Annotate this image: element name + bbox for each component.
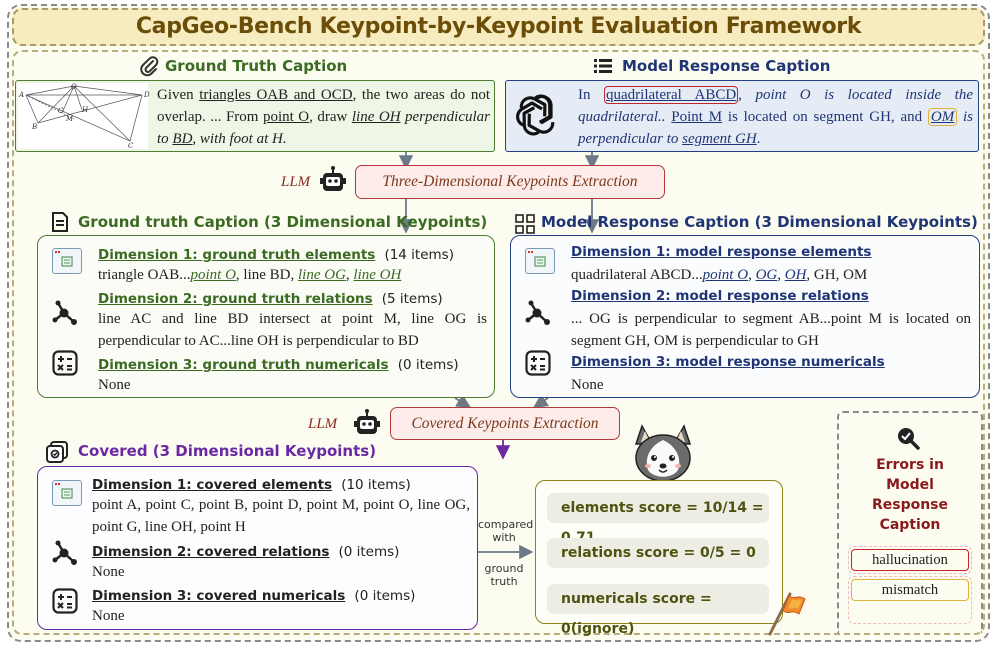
gt-caption-keypoint: line OH xyxy=(351,109,401,125)
point-label-o: O xyxy=(71,83,77,91)
flag-icon xyxy=(762,590,806,636)
elements-score: elements score = 10/14 = xyxy=(547,493,769,523)
gt-dim1-row xyxy=(98,244,454,263)
errors-title: Errors in Model Response Caption xyxy=(871,457,949,533)
relations-score: relations score = 0/5 = 0 xyxy=(547,538,769,568)
covered-dim1-row xyxy=(92,474,411,493)
gt-dim1-keypoint: line OH xyxy=(353,267,402,283)
point-label-g: G xyxy=(58,107,64,115)
husky-mascot-icon xyxy=(630,422,696,484)
point-label-c: C xyxy=(128,142,134,150)
robot-icon xyxy=(318,165,348,195)
gt-caption-keypoint: point O xyxy=(262,109,310,125)
model-response-caption-header: Model Response Caption xyxy=(622,57,831,75)
llm-label-1: LLM xyxy=(281,174,311,190)
gt-dim1-keypoint: line OG xyxy=(298,267,346,283)
covered-dim3-title: Dimension 3: covered numericals xyxy=(92,588,346,604)
mr-dim1-part: quadrilateral ABCD... xyxy=(571,267,703,283)
gt-dim3-count: (0 items) xyxy=(397,357,459,373)
network-icon xyxy=(52,540,78,566)
covered-dim1-text: point A, point C, point B, point D, point M, point O, line OG, point G, line OH, point H xyxy=(92,497,470,535)
mr-caption-part: . xyxy=(756,131,761,147)
arrow-mr-to-step2 xyxy=(536,398,548,406)
mr-caption-keypoint: Point M xyxy=(671,109,723,125)
gt-dim2-title: Dimension 2: ground truth relations xyxy=(98,291,373,307)
compared-with-label: compared with xyxy=(478,518,534,544)
mismatch-legend: mismatch xyxy=(851,579,969,601)
arrow-gt-to-step2 xyxy=(455,398,468,406)
gt-dim3-text: None xyxy=(98,377,131,393)
page-title: CapGeo-Bench Keypoint-by-Keypoint Evaluation Framework xyxy=(135,14,862,39)
gt-dim2-text: line AC and line BD intersect at point M, line OG is perpendicular to AC...line OH is perpendicular to BD xyxy=(98,311,487,349)
covered-dim3-text: None xyxy=(92,608,125,624)
mr-dim3-text: None xyxy=(571,377,604,393)
point-label-b: B xyxy=(32,123,38,131)
window-icon xyxy=(525,248,555,274)
gt-dim1-count: (14 items) xyxy=(384,247,454,263)
covered-header: Covered (3 Dimensional Keypoints) xyxy=(78,442,377,460)
mr-caption-part: , point O is located inside the quadrilateral.. xyxy=(578,87,973,125)
gt-dim2-row xyxy=(98,288,443,307)
gt-keypoints-header: Ground truth Caption (3 Dimensional Keypoints) xyxy=(78,213,488,231)
covered-dim2-title: Dimension 2: covered relations xyxy=(92,544,330,560)
gt-caption-keypoint: triangles OAB and OCD xyxy=(199,87,353,103)
gt-dim1-keypoint: point O xyxy=(190,267,236,283)
search-icon xyxy=(895,425,921,451)
gt-caption-keypoint: BD xyxy=(172,131,193,147)
network-icon xyxy=(52,300,78,326)
gt-dim1-part: , line BD, xyxy=(235,267,298,283)
mr-dim1-keypoint: OG xyxy=(755,267,778,283)
gt-dim1-text xyxy=(98,264,401,286)
grid-icon xyxy=(515,214,535,234)
mr-caption-part: is perpendicular to xyxy=(578,109,973,147)
layers-icon xyxy=(45,440,69,464)
mr-dim1-title: Dimension 1: model response elements xyxy=(571,244,872,260)
mr-dim1-part: , GH, OM xyxy=(806,267,868,283)
point-label-m: M xyxy=(66,115,74,123)
mr-caption-part: In xyxy=(578,87,605,103)
network-icon xyxy=(525,300,551,326)
mr-dim1-text xyxy=(571,264,867,286)
window-icon xyxy=(52,248,82,274)
gt-dim2-count: (5 items) xyxy=(381,291,443,307)
mr-caption-part: is located on segment GH, and xyxy=(722,109,928,125)
mr-dim1-keypoint: OH xyxy=(784,267,807,283)
gt-dim1-title: Dimension 1: ground truth elements xyxy=(98,247,376,263)
ground-truth-caption-header: Ground Truth Caption xyxy=(165,57,348,75)
covered-dim2-text: None xyxy=(92,564,125,580)
gt-caption-part: perpendicular to xyxy=(157,109,491,147)
gt-dim1-part: triangle OAB... xyxy=(98,267,191,283)
mr-dim3-title: Dimension 3: model response numericals xyxy=(571,354,885,370)
covered-dim3-count: (0 items) xyxy=(354,588,416,604)
numericals-score: numericals score = 0(ignore) xyxy=(547,584,769,614)
mr-caption-hallucination: quadrilateral ABCD xyxy=(606,87,737,103)
covered-dim2-count: (0 items) xyxy=(338,544,400,560)
window-icon xyxy=(52,480,82,506)
gt-caption-part: Given xyxy=(157,87,200,103)
llm-label-2: LLM xyxy=(308,416,338,432)
calculator-icon xyxy=(52,350,78,376)
covered-dim2-row xyxy=(92,541,399,560)
step1-label: Three-Dimensional Keypoints Extraction xyxy=(382,173,638,190)
gt-caption-part: , with foot at H. xyxy=(192,131,287,147)
gt-caption-part: , the two areas do not overlap. ... From xyxy=(157,87,490,125)
mr-keypoints-header: Model Response Caption (3 Dimensional Keypoints) xyxy=(541,213,978,231)
covered-dim3-row xyxy=(92,585,415,604)
gt-caption-part: , draw xyxy=(309,109,352,125)
mr-dim1-part: , xyxy=(748,267,756,283)
covered-dim1-title: Dimension 1: covered elements xyxy=(92,477,333,493)
point-label-d: D xyxy=(144,91,150,99)
point-label-a: A xyxy=(19,91,25,99)
robot-icon xyxy=(352,408,382,438)
gt-dim3-title: Dimension 3: ground truth numericals xyxy=(98,357,389,373)
mr-dim2-text: ... OG is perpendicular to segment AB...point M is located on segment GH, OM is perpendicular to GH xyxy=(571,311,971,349)
ground-truth-label: ground truth xyxy=(484,562,524,588)
calculator-icon xyxy=(52,588,78,614)
gt-dim1-part: , xyxy=(345,267,354,283)
hallucination-legend: hallucination xyxy=(851,549,969,571)
document-icon xyxy=(51,212,69,232)
mr-dim2-title: Dimension 2: model response relations xyxy=(571,288,869,304)
mr-caption-mismatch: OM xyxy=(928,108,957,126)
mr-dim1-keypoint: point O xyxy=(702,267,749,283)
step2-label: Covered Keypoints Extraction xyxy=(411,415,599,432)
mr-caption-keypoint: segment GH xyxy=(682,131,757,147)
covered-dim1-count: (10 items) xyxy=(341,477,411,493)
point-label-h: H xyxy=(82,106,89,114)
mr-dim1-part: , xyxy=(777,267,785,283)
gt-dim3-row xyxy=(98,354,459,373)
calculator-icon xyxy=(525,350,551,376)
